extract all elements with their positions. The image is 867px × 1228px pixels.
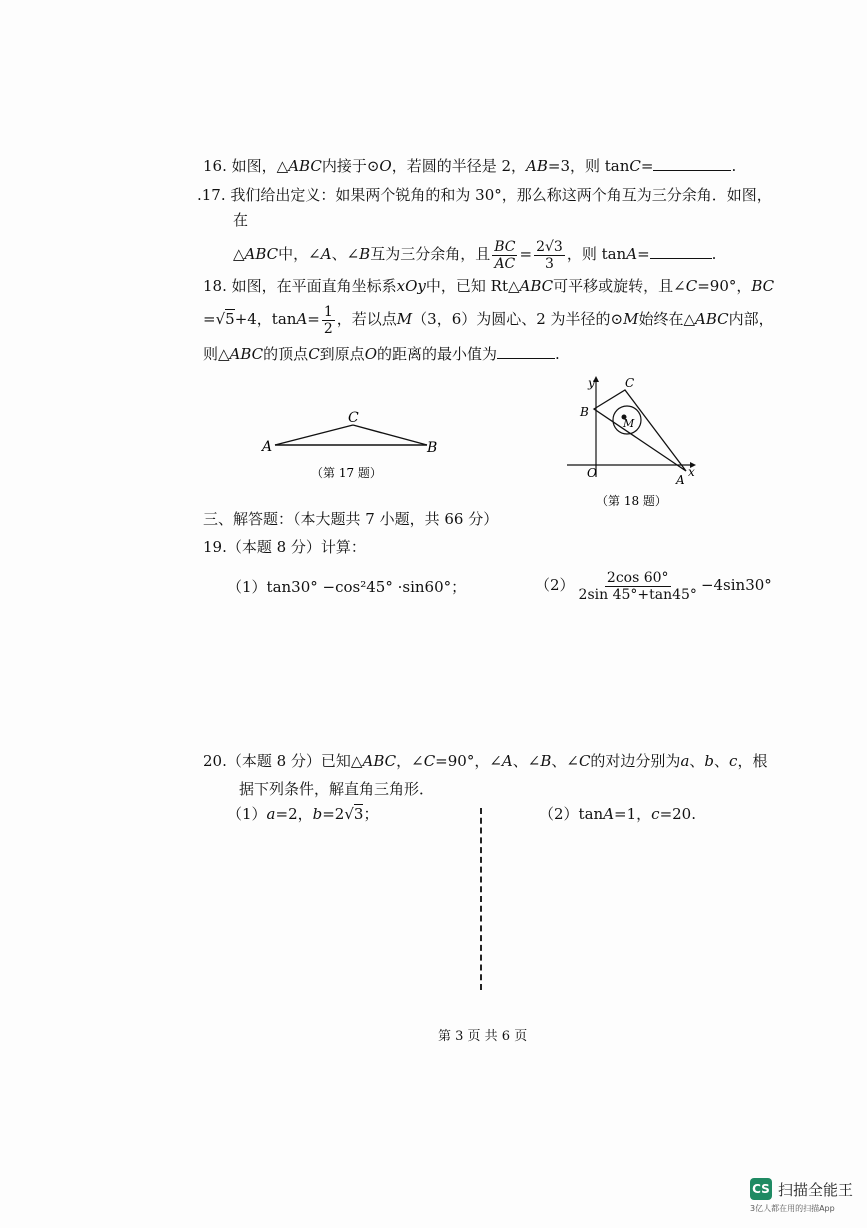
question-18: 18. 如图，在平面直角坐标系xOy中，已知 Rt△ABC可平移或旋转，且∠C=90°，BC =√5+4，tanA= $\frac{1}{2}$ ，若以点M（3，6）为圆心、2 为半径的⊙M始终在△ABC内部， 则△ABC的顶点C到原点O的距离的最小值为 .: [203, 277, 775, 363]
section-3-heading: 三、解答题：（本大题共 7 小题，共 66 分）: [203, 510, 499, 528]
q19-title: 19.（本题 8 分）计算：: [203, 538, 366, 556]
fraction-bc-ac: $\frac{BC}{AC}$: [494, 238, 516, 272]
cs-logo-icon: CS: [750, 1178, 772, 1200]
dashed-divider: [480, 808, 482, 990]
label-a: A: [676, 473, 685, 487]
label-a: A: [262, 439, 273, 455]
q16-number: 16.: [203, 157, 227, 175]
figure-17: [255, 405, 455, 485]
q19-part-1: （1）tan30° −cos²45° ·sin60°；: [227, 578, 467, 596]
label-c: C: [348, 410, 359, 426]
fraction-1-2: $\frac{1}{2}$: [323, 303, 333, 337]
answer-blank-18[interactable]: [497, 344, 555, 359]
fraction-q19-2: $\frac{2\cos 60^\circ}{2\sin 45^\circ+\tan 45^\circ}$: [578, 569, 697, 603]
question-20: 20.（本题 8 分）已知△ABC，∠C=90°，∠A、∠B、∠C的对边分别为a、b、c，根 据下列条件，解直角三角形． （1）a=2，b=2√3； （2）tanA=1，c=20.: [203, 752, 768, 823]
label-m: M: [623, 417, 635, 430]
question-17: .17. 我们给出定义：如果两个锐角的和为 30°，那么称这两个角互为三分余角．如图， 在 △ABC中，∠A、∠B互为三分余角，且 $\frac{BC}{AC}$ = $\frac{2√3}{3}$ ，则 tanA= .: [197, 186, 772, 272]
scanner-logo: CS 扫描全能王 3亿人都在用的扫描App: [750, 1178, 853, 1214]
label-o: O: [587, 466, 597, 480]
question-19: [203, 537, 823, 617]
answer-blank-16[interactable]: [653, 156, 731, 171]
fraction-2sqrt3-3: $\frac{2√3}{3}$: [536, 238, 563, 272]
segment-ac: [275, 425, 353, 445]
question-16: 16. 如图，△ABC内接于⊙O，若圆的半径是 2，AB=3，则 tanC= .: [203, 157, 737, 175]
q20-part-2: （2）tanA=1，c=20.: [539, 805, 696, 823]
figure-18: [562, 372, 702, 512]
label-b: B: [427, 440, 438, 456]
triangle-abc: [594, 390, 686, 471]
label-c: C: [625, 376, 635, 390]
label-x: x: [688, 465, 695, 479]
page-footer: 第 3 页 共 6 页: [438, 1029, 528, 1044]
caption-18: （第 18 题）: [596, 494, 667, 508]
q19-part-2: （2） $\frac{2\cos 60^\circ}{2\sin 45^\circ+\tan 45^\circ}$ −4sin30°: [535, 569, 772, 603]
q18-number: 18.: [203, 277, 227, 295]
label-y: y: [588, 376, 595, 390]
q17-number: .17.: [197, 186, 226, 204]
segment-cb: [353, 425, 427, 445]
q20-part-1: （1）a=2，b=2√3；: [227, 805, 379, 823]
label-b: B: [580, 405, 589, 419]
answer-blank-17[interactable]: [650, 244, 712, 259]
caption-17: （第 17 题）: [311, 466, 382, 480]
